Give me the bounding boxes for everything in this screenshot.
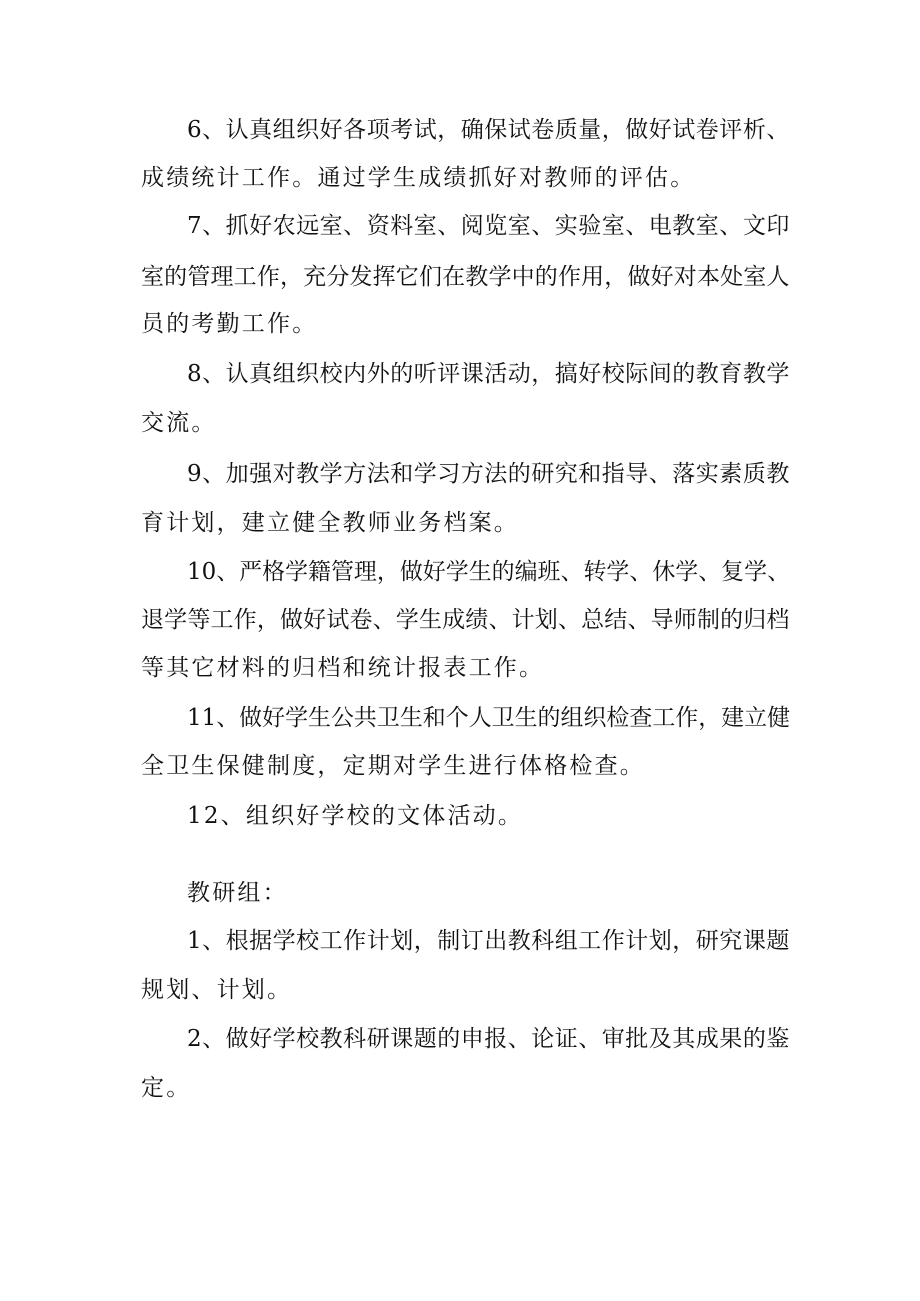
item-11-line-2: 全卫生保健制度，定期对学生进行体格检查。: [141, 753, 645, 779]
item-11-line-1: 11、做好学生公共卫生和个人卫生的组织检查工作，建立健: [187, 705, 791, 731]
item-6-line-1: 6、认真组织好各项考试，确保试卷质量，做好试卷评析、: [187, 117, 790, 143]
item-7-line-1: 7、抓好农远室、资料室、阅览室、实验室、电教室、文印: [187, 213, 790, 239]
item-10-line-1: 10、严格学籍管理，做好学生的编班、转学、休学、复学、: [187, 559, 791, 585]
research-1-line-2: 规划、计划。: [141, 977, 293, 1003]
item-7-line-3: 员的考勤工作。: [141, 311, 318, 337]
item-9-line-2: 育计划，建立健全教师业务档案。: [141, 510, 519, 536]
item-12-line-1: 12、组织好学校的文体活动。: [187, 803, 524, 829]
research-2-line-1: 2、做好学校教科研课题的申报、论证、审批及其成果的鉴: [187, 1026, 790, 1052]
item-10-line-3: 等其它材料的归档和统计报表工作。: [141, 655, 545, 681]
item-7-line-2: 室的管理工作，充分发挥它们在教学中的作用，做好对本处室人: [141, 264, 790, 290]
item-8-line-1: 8、认真组织校内外的听评课活动，搞好校际间的教育教学: [187, 361, 790, 387]
section-heading: 教研组：: [187, 880, 288, 906]
item-8-line-2: 交流。: [141, 410, 217, 436]
research-2-line-2: 定。: [141, 1075, 192, 1101]
item-9-line-1: 9、加强对教学方法和学习方法的研究和指导、落实素质教: [187, 461, 790, 487]
item-6-line-2: 成绩统计工作。通过学生成绩抓好对教师的评估。: [141, 165, 696, 191]
item-10-line-2: 退学等工作，做好试卷、学生成绩、计划、总结、导师制的归档: [141, 607, 790, 633]
research-1-line-1: 1、根据学校工作计划，制订出教科组工作计划，研究课题: [187, 928, 790, 954]
